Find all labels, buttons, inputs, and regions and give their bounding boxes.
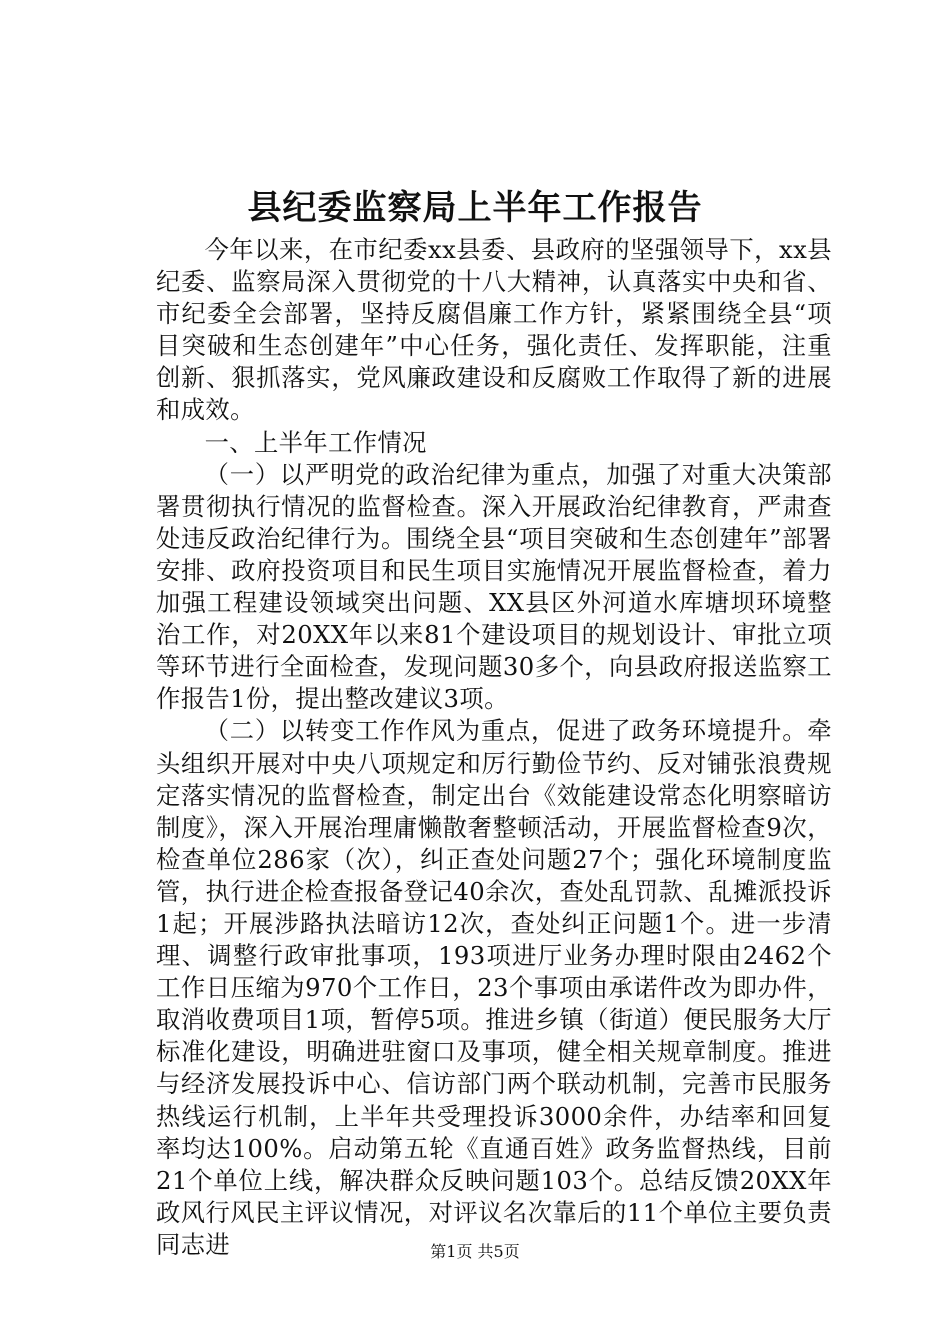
page-footer: 第1页 共5页 bbox=[430, 1242, 520, 1261]
intro-paragraph: 今年以来，在市纪委xx县委、县政府的坚强领导下，xx县纪委、监察局深入贯彻党的十八大精神，认真落实中央和省、市纪委全会部署，坚持反腐倡廉工作方针，紧紧围绕全县“项目突破和生态创建年”中心任务，强化责任、发挥职能，注重创新、狠抓落实，党风廉政建设和反腐败工作取得了新的进展和成效。 bbox=[156, 235, 832, 425]
section-heading: 一、上半年工作情况 bbox=[204, 427, 427, 457]
paragraph-item-2: （二）以转变工作作风为重点，促进了政务环境提升。牵头组织开展对中央八项规定和厉行勤俭节约、反对铺张浪费规定落实情况的监督检查，制定出台《效能建设常态化明察暗访制度》，深入开展治理庸懒散奢整顿活动，开展监督检查9次，检查单位286家（次），纠正查处问题27个；强化环境制度监管，执行进企检查报备登记40余次，查处乱罚款、乱摊派投诉1起；开展涉路执法暗访12次，查处纠正问题1个。进一步清理、调整行政审批事项，193项进厅业务办理时限由2462个工作日压缩为970个工作日，23个事项由承诺件改为即办件，取消收费项目1项，暂停5项。推进乡镇（街道）便民服务大厅标准化建设，明确进驻窗口及事项，健全相关规章制度。推进与经济发展投诉中心、信访部门两个联动机制，完善市民服务热线运行机制，上半年共受理投诉3000余件，办结率和回复率均达100%。启动第五轮《直通百姓》政务监督热线，目前21个单位上线，解决群众反映问题103个。总结反馈20XX年政风行风民主评议情况，对评议名次靠后的11个单位主要负责同志进 bbox=[156, 716, 832, 1259]
paragraph-item-1: （一）以严明党的政治纪律为重点，加强了对重大决策部署贯彻执行情况的监督检查。深入开展政治纪律教育，严肃查处违反政治纪律行为。围绕全县“项目突破和生态创建年”部署安排、政府投资项目和民生项目实施情况开展监督检查，着力加强工程建设领域突出问题、XX县区外河道水库塘坝环境整治工作，对20XX年以来81个建设项目的规划设计、审批立项等环节进行全面检查，发现问题30多个，向县政府报送监察工作报告1份，提出整改建议3项。 bbox=[156, 459, 832, 714]
document-body bbox=[156, 234, 832, 1261]
document-title: 县纪委监察局上半年工作报告 bbox=[247, 188, 703, 228]
